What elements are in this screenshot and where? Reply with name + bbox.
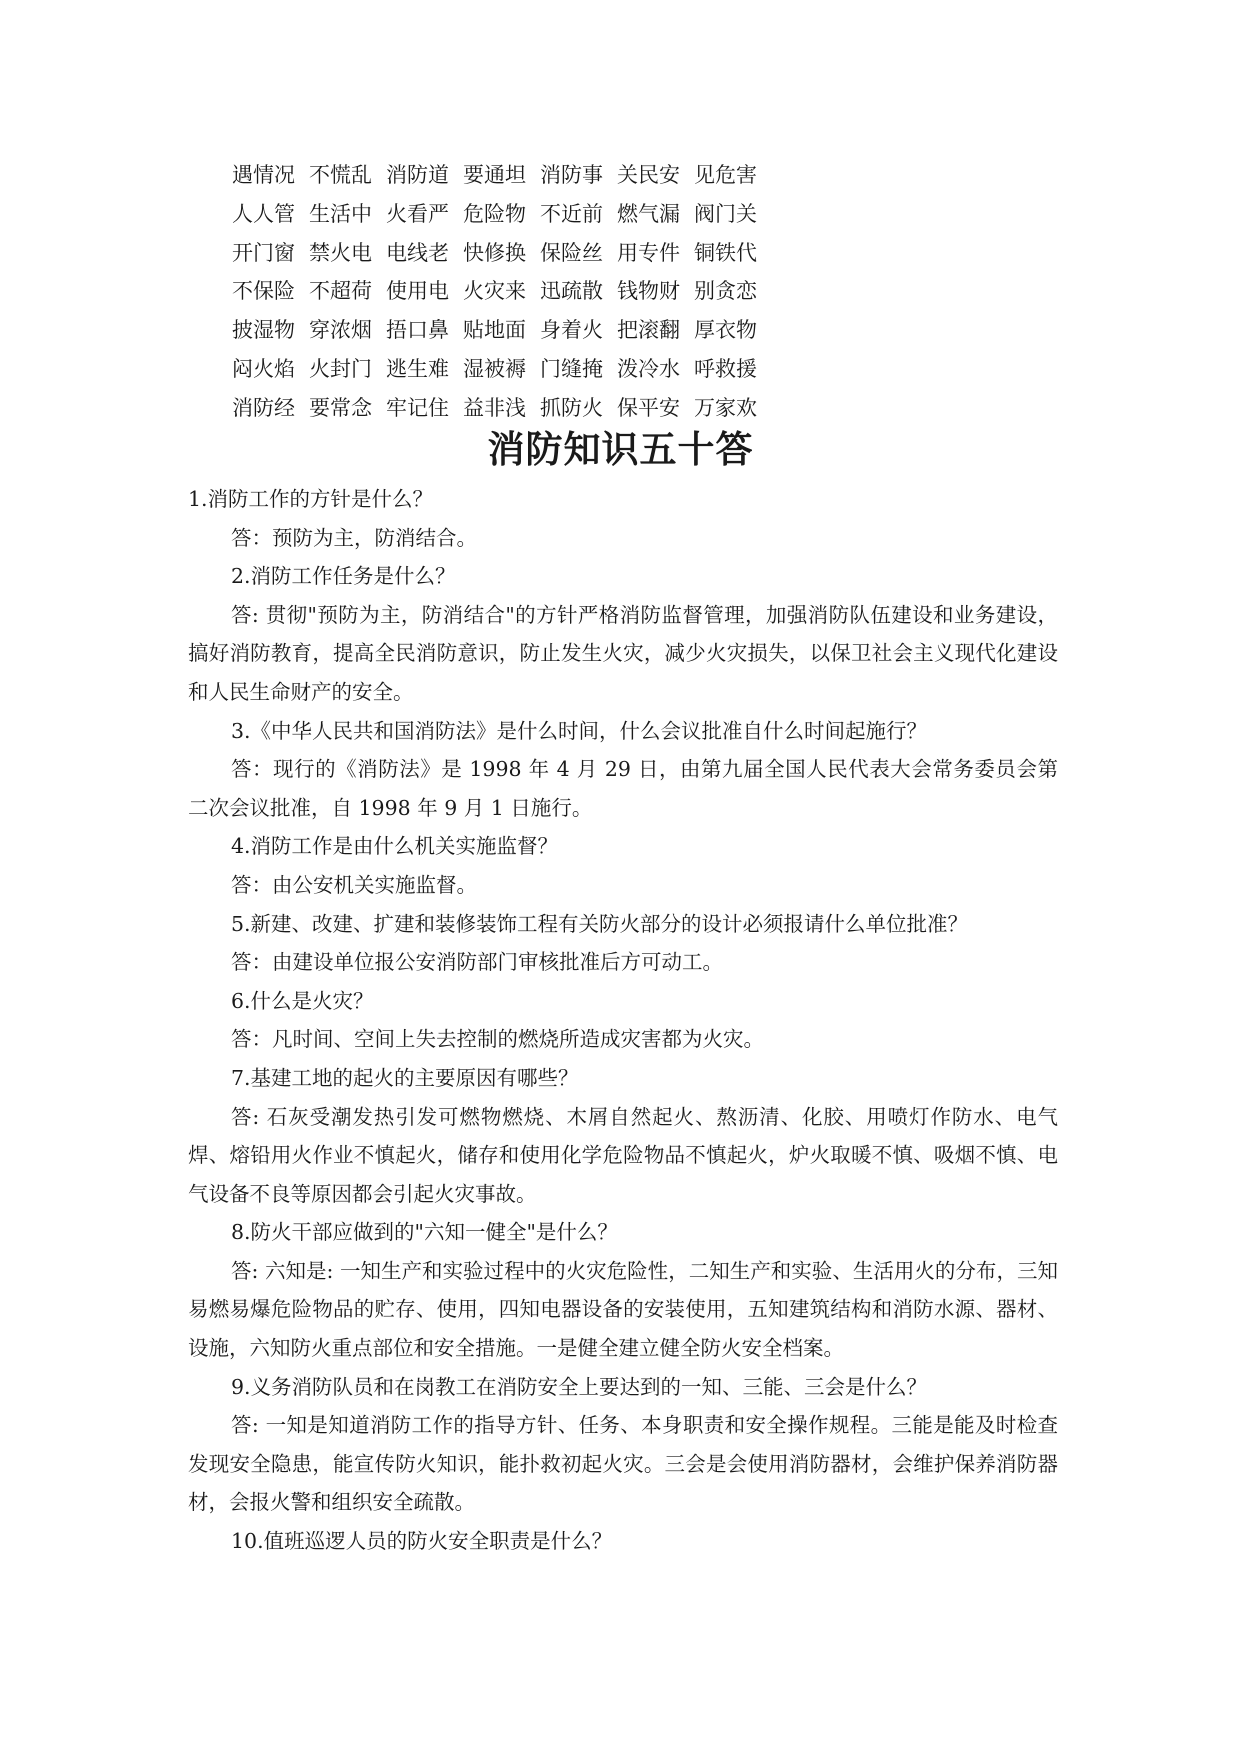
answer-paragraph: 答：凡时间、空间上失去控制的燃烧所造成灾害都为火灾。 (231, 1027, 764, 1052)
qa-section (188, 480, 1058, 1561)
question-paragraph: 10.值班巡逻人员的防火安全职责是什么？ (231, 1529, 613, 1554)
rhyme-phrase: 消防经 (232, 395, 295, 420)
answer-paragraph: 答：现行的《消防法》是 1998 年 4 月 29 日，由第九届全国人民代表大会常务委员会第二次会议批准，自 1998 年 9 月 1 日施行。 (188, 757, 1058, 820)
question-paragraph: 8.防火干部应做到的"六知一健全"是什么？ (231, 1220, 618, 1245)
rhyme-line (232, 389, 771, 428)
rhyme-phrase: 要常念 (309, 395, 372, 420)
answer-paragraph: 答: 一知是知道消防工作的指导方针、任务、本身职责和安全操作规程。三能是能及时检查发现安全隐患，能宣传防火知识，能扑救初起火灾。三会是会使用消防器材，会维护保养消防器材，会报火警和组织安全疏散。 (188, 1413, 1058, 1515)
rhyme-phrase: 阀门关 (694, 201, 757, 226)
rhyme-phrase: 不近前 (540, 201, 603, 226)
rhyme-phrase: 捂口鼻 (386, 318, 449, 343)
rhyme-line (232, 350, 771, 389)
rhyme-phrase: 遇情况 (232, 163, 295, 187)
rhyme-phrase: 穿浓烟 (309, 318, 372, 343)
rhyme-line (232, 272, 771, 311)
question-paragraph: 5.新建、改建、扩建和装修装饰工程有关防火部分的设计必须报请什么单位批准？ (231, 911, 969, 936)
answer-paragraph: 答: 石灰受潮发热引发可燃物燃烧、木屑自然起火、熬沥清、化胶、用喷灯作防水、电气焊、熔铅用火作业不慎起火，储存和使用化学危险物品不慎起火，炉火取暖不慎、吸烟不慎、电气设备不良等原因都会引起火灾事故。 (188, 1104, 1058, 1206)
rhyme-phrase: 开门窗 (232, 240, 295, 265)
rhyme-phrase: 消防事 (540, 163, 603, 187)
rhyme-line (232, 311, 771, 350)
rhyme-phrase: 铜铁代 (694, 240, 757, 265)
rhyme-phrase: 披湿物 (232, 318, 295, 343)
rhyme-phrase: 厚衣物 (694, 318, 757, 343)
answer-paragraph: 答: 贯彻"预防为主，防消结合"的方针严格消防监督管理，加强消防队伍建设和业务建设，搞好消防教育，提高全民消防意识，防止发生火灾，减少火灾损失，以保卫社会主义现代化建设和人民生命财产的安全。 (188, 602, 1058, 704)
rhyme-phrase: 贴地面 (463, 318, 526, 343)
answer-paragraph: 答: 六知是: 一知生产和实验过程中的火灾危险性，二知生产和实验、生活用火的分布，三知易燃易爆危险物品的贮存、使用，四知电器设备的安装使用，五知建筑结构和消防水源、器材、设施，六知防火重点部位和安全措施。一是健全建立健全防火安全档案。 (188, 1258, 1058, 1361)
rhyme-phrase: 见危害 (694, 163, 757, 187)
rhyme-line (232, 234, 771, 273)
question-paragraph: 7.基建工地的起火的主要原因有哪些？ (231, 1065, 579, 1090)
rhyme-phrase: 火看严 (386, 201, 449, 226)
rhyme-phrase: 迅疏散 (540, 279, 603, 304)
rhyme-phrase: 闷火焰 (232, 356, 295, 381)
rhyme-phrase: 不慌乱 (309, 163, 372, 187)
rhyme-phrase: 生活中 (309, 201, 372, 226)
question-paragraph: 1.消防工作的方针是什么？ (188, 487, 434, 511)
rhyme-phrase: 身着火 (540, 318, 603, 343)
rhyme-phrase: 保平安 (617, 395, 680, 420)
rhyme-phrase: 消防道 (386, 163, 449, 187)
rhyme-line (232, 195, 771, 234)
rhyme-phrase: 呼救援 (694, 356, 757, 381)
rhyme-phrase: 万家欢 (694, 395, 757, 420)
question-paragraph: 6.什么是火灾？ (231, 988, 374, 1013)
rhyme-phrase: 牢记住 (386, 395, 449, 420)
rhyme-phrase: 把滚翻 (617, 318, 680, 343)
question-paragraph: 9.义务消防队员和在岗教工在消防安全上要达到的一知、三能、三会是什么？ (231, 1374, 928, 1399)
rhyme-phrase: 燃气漏 (617, 201, 680, 226)
rhyme-phrase: 关民安 (617, 163, 680, 187)
rhyme-phrase: 别贪恋 (694, 279, 757, 304)
answer-paragraph: 答：由公安机关实施监督。 (231, 872, 477, 897)
question-paragraph: 4.消防工作是由什么机关实施监督？ (231, 834, 559, 859)
rhyme-phrase: 保险丝 (540, 240, 603, 265)
rhyme-phrase: 禁火电 (309, 240, 372, 265)
rhyme-phrase: 门缝掩 (540, 356, 603, 381)
rhyme-phrase: 火灾来 (463, 279, 526, 304)
question-paragraph: 3.《中华人民共和国消防法》是什么时间，什么会议批准自什么时间起施行？ (231, 718, 928, 743)
rhyme-line (232, 156, 771, 195)
question-paragraph: 2.消防工作任务是什么？ (231, 564, 456, 589)
rhyme-phrase: 电线老 (386, 240, 449, 265)
rhyme-phrase: 使用电 (386, 279, 449, 304)
rhyme-phrase: 要通坦 (463, 163, 526, 187)
rhyme-phrase: 人人管 (232, 201, 295, 226)
rhyme-phrase: 泼冷水 (617, 356, 680, 381)
rhyme-phrase: 用专件 (617, 240, 680, 265)
rhyme-phrase: 湿被褥 (463, 356, 526, 381)
rhyme-phrase: 钱物财 (617, 279, 680, 304)
document-title: 消防知识五十答 (487, 427, 754, 471)
rhyme-phrase: 不保险 (232, 279, 295, 304)
rhyme-phrase: 危险物 (463, 201, 526, 226)
rhyme-phrase: 不超荷 (309, 279, 372, 304)
fire-safety-rhyme (232, 156, 771, 428)
answer-paragraph: 答：预防为主，防消结合。 (231, 525, 477, 550)
rhyme-phrase: 抓防火 (540, 395, 603, 420)
rhyme-phrase: 火封门 (309, 356, 372, 381)
answer-paragraph: 答：由建设单位报公安消防部门审核批准后方可动工。 (231, 950, 723, 975)
rhyme-phrase: 逃生难 (386, 356, 449, 381)
rhyme-phrase: 快修换 (463, 240, 526, 265)
rhyme-phrase: 益非浅 (463, 395, 526, 420)
